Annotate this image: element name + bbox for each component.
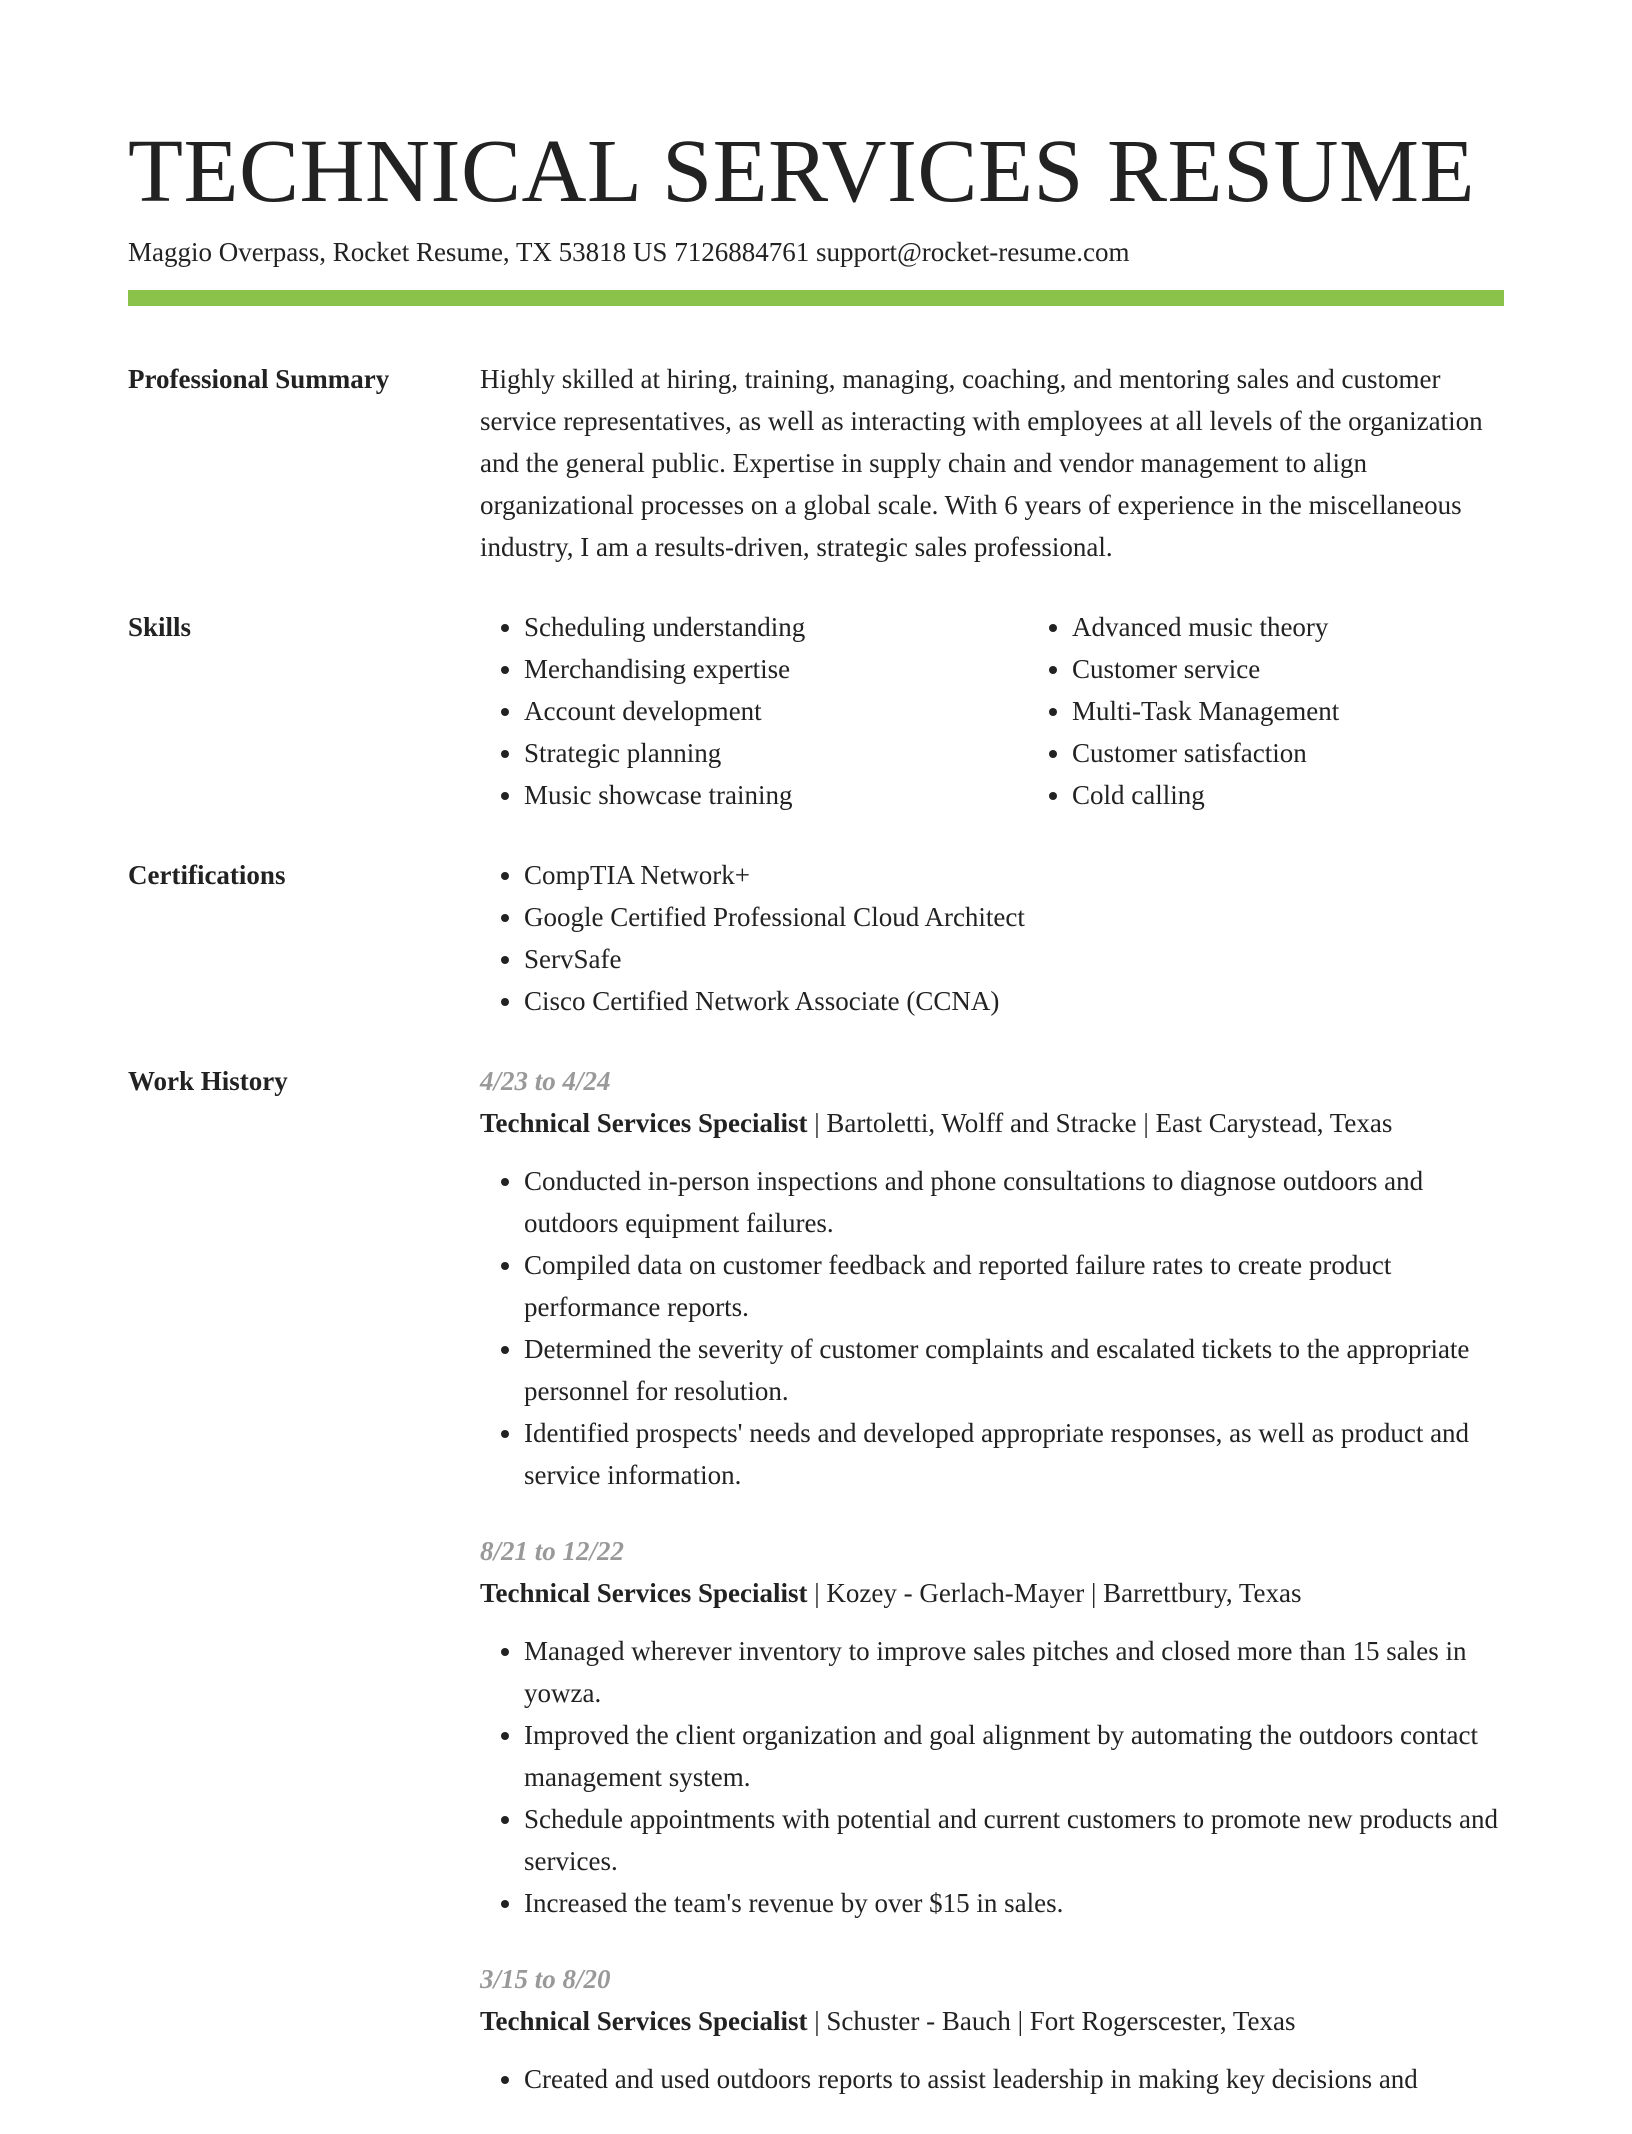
- skill-item: • Multi-Task Management: [1072, 690, 1576, 732]
- job-bullet: • Schedule appointments with potential and current customers to promote new products and services.: [524, 1798, 1504, 1882]
- summary-text: Highly skilled at hiring, training, managing, coaching, and mentoring sales and customer service representatives, as well as interacting with employees at all levels of the organization and the general public. Expertise in supply chain and vendor management to align organizational processes on a global scale. With 6 years of experience in the miscellaneous industry, I am a results-driven, strategic sales professional.: [480, 364, 1483, 563]
- job-dates: 8/21 to 12/22: [480, 1536, 625, 1567]
- job-bullet: • Compiled data on customer feedback and reported failure rates to create product performance reports.: [524, 1244, 1504, 1328]
- certifications-section: [128, 854, 1504, 1022]
- skill-item: • Customer satisfaction: [1072, 732, 1576, 774]
- skill-item: • Cold calling: [1072, 774, 1576, 816]
- skill-item: • Scheduling understanding: [524, 606, 1028, 648]
- skill-item: • Customer service: [1072, 648, 1576, 690]
- summary-content: [480, 358, 1504, 568]
- job-bullet: • Identified prospects' needs and developed appropriate responses, as well as product and service information.: [524, 1412, 1504, 1496]
- certification-item: • Cisco Certified Network Associate (CCNA): [524, 980, 1504, 1022]
- skill-item: • Advanced music theory: [1072, 606, 1576, 648]
- certification-item: • CompTIA Network+: [524, 854, 1504, 896]
- job-role: Technical Services Specialist: [480, 1108, 808, 1139]
- job-bullets: [480, 1160, 1504, 1496]
- skill-item: • Merchandising expertise: [524, 648, 1028, 690]
- job-heading: [480, 1102, 1504, 1144]
- job-heading: [480, 1572, 1504, 1614]
- job-bullet: • Conducted in-person inspections and phone consultations to diagnose outdoors and outdoors equipment failures.: [524, 1160, 1504, 1244]
- job-bullets: [480, 1630, 1504, 1924]
- job-role: Technical Services Specialist: [480, 1578, 808, 1609]
- job-bullet: • Increased the team's revenue by over $15 in sales.: [524, 1882, 1504, 1924]
- job-heading: [480, 2000, 1504, 2042]
- skill-item: • Music showcase training: [524, 774, 1028, 816]
- job-bullets: [480, 2058, 1504, 2100]
- summary-label: Professional Summary: [128, 364, 390, 395]
- certifications-content: [480, 854, 1504, 1022]
- skills-section: [128, 606, 1504, 816]
- skill-item: • Strategic planning: [524, 732, 1028, 774]
- job-dates: 3/15 to 8/20: [480, 1964, 611, 1995]
- contact-line: Maggio Overpass, Rocket Resume, TX 53818 US 7126884761 support@rocket-resume.com: [128, 237, 1130, 267]
- job-details: | Kozey - Gerlach-Mayer | Barrettbury, Texas: [807, 1578, 1302, 1609]
- skills-content: [480, 606, 1576, 816]
- job-entry: [480, 1060, 1504, 1496]
- certifications-list: [480, 854, 1504, 1022]
- resume-title: TECHNICAL SERVICES RESUME: [128, 122, 1476, 221]
- work-history-section: [128, 1060, 1504, 2134]
- accent-rule: [128, 290, 1504, 306]
- certification-item: • ServSafe: [524, 938, 1504, 980]
- job-role: Technical Services Specialist: [480, 2006, 808, 2037]
- job-entry: [480, 1958, 1504, 2100]
- job-bullet: • Improved the client organization and goal alignment by automating the outdoors contact management system.: [524, 1714, 1504, 1798]
- job-details: | Bartoletti, Wolff and Stracke | East Carystead, Texas: [807, 1108, 1393, 1139]
- skills-label: Skills: [128, 612, 192, 643]
- skills-list-left: [480, 606, 1028, 816]
- certification-item: • Google Certified Professional Cloud Architect: [524, 896, 1504, 938]
- work-history-label: Work History: [128, 1066, 288, 1097]
- job-entry: [480, 1530, 1504, 1924]
- job-bullet: • Managed wherever inventory to improve sales pitches and closed more than 15 sales in yowza.: [524, 1630, 1504, 1714]
- work-history-content: [480, 1060, 1504, 2134]
- job-bullet: • Created and used outdoors reports to assist leadership in making key decisions and: [524, 2058, 1504, 2100]
- skills-list-right: [1028, 606, 1576, 816]
- job-bullet: • Determined the severity of customer complaints and escalated tickets to the appropriate personnel for resolution.: [524, 1328, 1504, 1412]
- job-dates: 4/23 to 4/24: [480, 1066, 611, 1097]
- certifications-label: Certifications: [128, 860, 286, 891]
- job-details: | Schuster - Bauch | Fort Rogerscester, Texas: [807, 2006, 1296, 2037]
- skill-item: • Account development: [524, 690, 1028, 732]
- summary-section: [128, 358, 1504, 568]
